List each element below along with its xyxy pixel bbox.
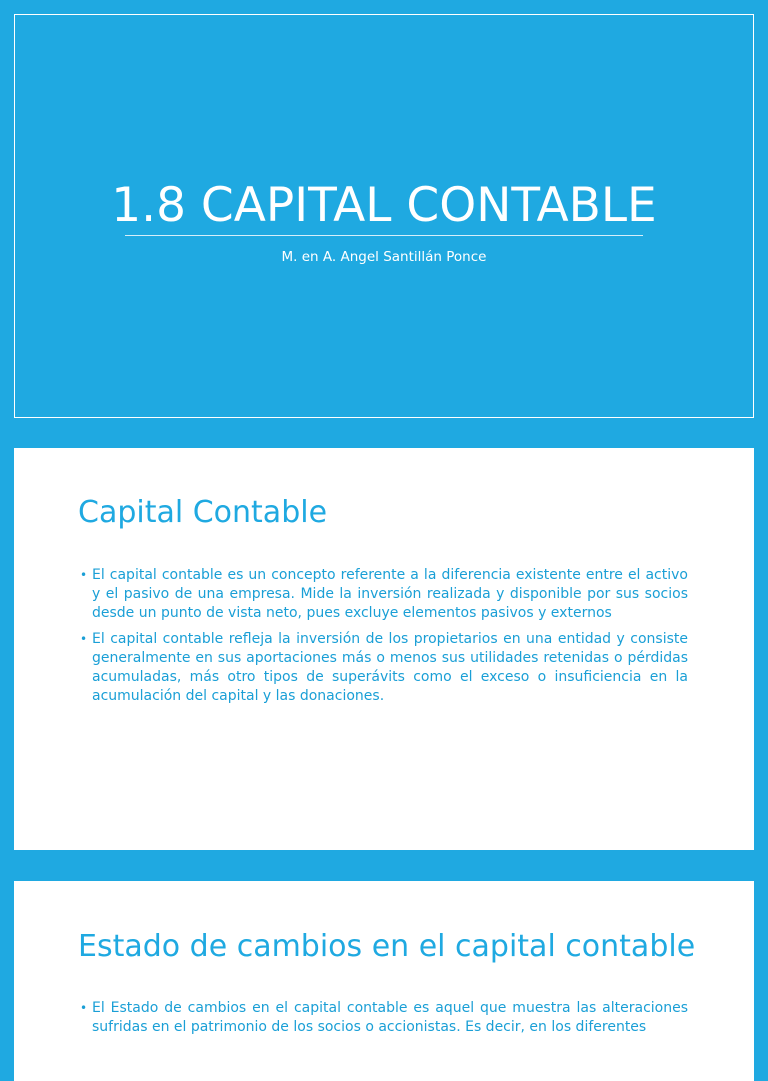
slide-capital-contable	[14, 448, 754, 850]
bullet-text: El Estado de cambios en el capital contable es aquel que muestra las alteraciones sufridas en el patrimonio de los socios o accionistas. Es decir, en los diferentes	[92, 1000, 688, 1035]
title-slide	[14, 14, 754, 418]
presentation-subtitle: M. en A. Angel Santillán Ponce	[281, 249, 487, 265]
slide-estado-de-cambios	[14, 881, 754, 1081]
bullet-text: El capital contable refleja la inversión de los propietarios en una entidad y consiste generalmente en sus aportaciones más o menos sus utilidades retenidas o pérdidas acumuladas, más otro tipos de superávits como el exceso o insuficiencia en la acumulación del capital y las donaciones.	[92, 631, 688, 704]
bullet-text: El capital contable es un concepto referente a la diferencia existente entre el activo y el pasivo de una empresa. Mide la inversión realizada y disponible por sus socios desde un punto de vista neto, pues excluye elementos pasivos y externos	[92, 567, 688, 621]
slide-heading: Estado de cambios en el capital contable	[78, 929, 696, 964]
bullet-item	[78, 630, 688, 706]
bullet-list	[78, 566, 688, 713]
slide-heading: Capital Contable	[78, 495, 328, 530]
bullet-icon: •	[80, 568, 88, 582]
presentation-title: 1.8 CAPITAL CONTABLE	[111, 178, 657, 233]
bullet-item	[78, 999, 688, 1037]
title-divider	[125, 235, 643, 236]
bullet-list	[78, 999, 688, 1044]
bullet-icon: •	[80, 632, 88, 646]
bullet-icon: •	[80, 1001, 88, 1015]
bullet-item	[78, 566, 688, 623]
